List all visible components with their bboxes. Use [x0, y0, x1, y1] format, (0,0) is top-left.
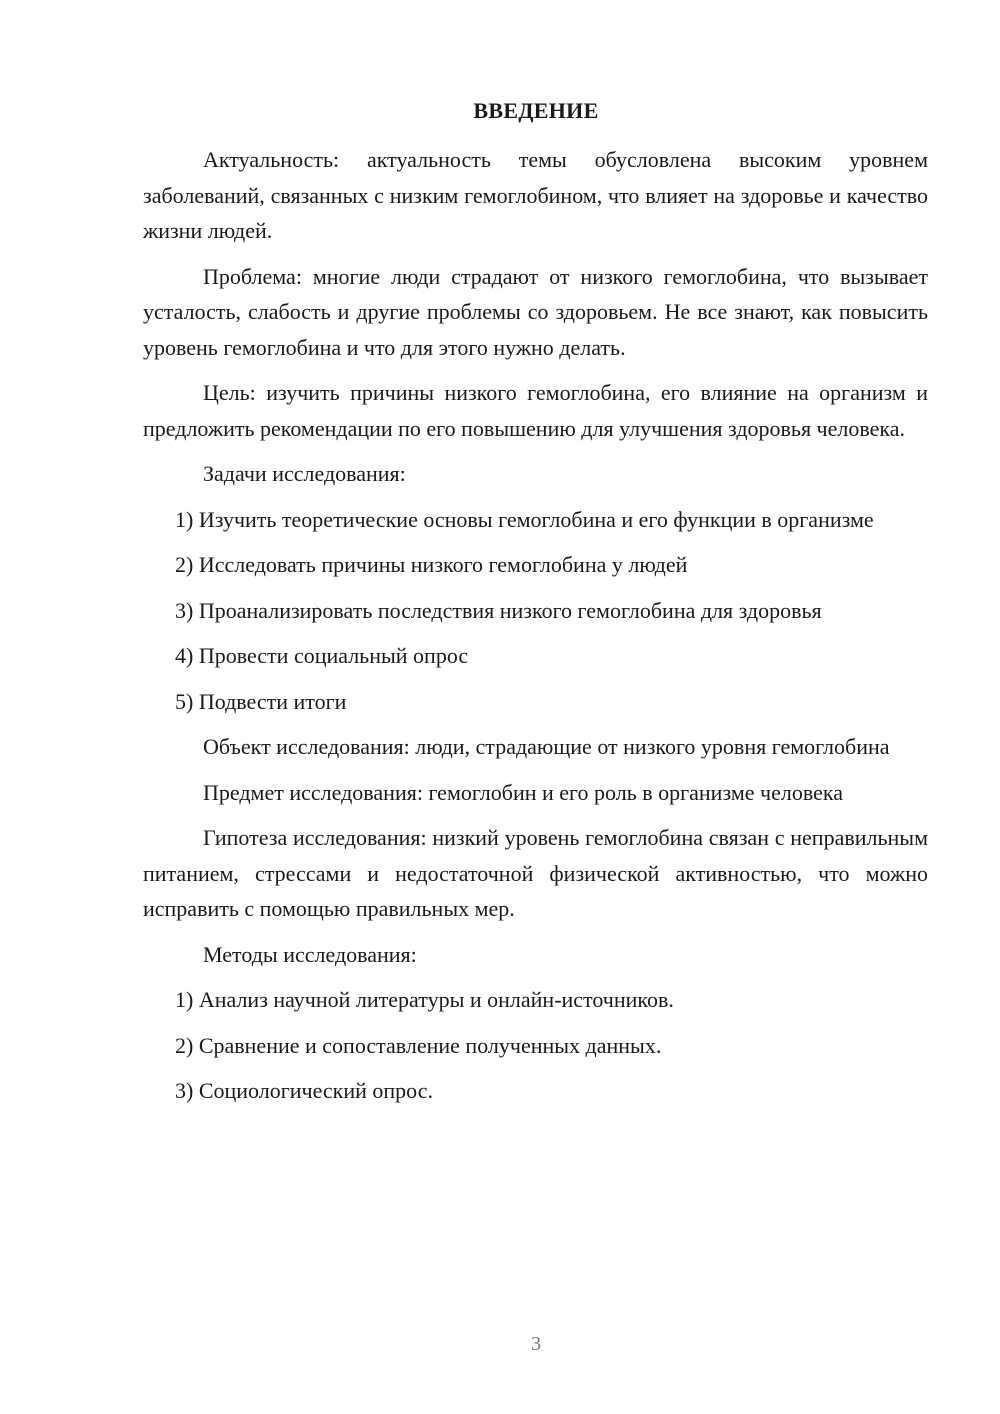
document-body — [143, 142, 928, 1119]
page-number: 3 — [531, 1333, 541, 1355]
list-item: 2) Исследовать причины низкого гемоглобина у людей — [175, 552, 688, 577]
methods-heading: Методы исследования: — [203, 941, 417, 967]
list-item: 3) Проанализировать последствия низкого гемоглобина для здоровья — [175, 597, 822, 623]
methods-list — [143, 982, 928, 1109]
list-item: 2) Сравнение и сопоставление полученных данных. — [175, 1032, 662, 1058]
list-item: 5) Подвести итоги — [175, 688, 347, 714]
goal-paragraph: Цель: изучить причины низкого гемоглобина, его влияние на организм и предложить рекомендации по его повышению для улучшения здоровья человека. — [143, 380, 928, 441]
tasks-heading: Задачи исследования: — [203, 461, 406, 486]
page-title: ВВЕДЕНИЕ — [473, 98, 599, 123]
list-item: 4) Провести социальный опрос — [175, 643, 469, 668]
list-item: 1) Изучить теоретические основы гемоглобина и его функции в организме — [175, 506, 874, 532]
object-paragraph: Объект исследования: люди, страдающие от низкого уровня гемоглобина — [203, 734, 890, 759]
tasks-list — [143, 502, 928, 720]
list-item: 3) Социологический опрос. — [175, 1078, 433, 1103]
hypothesis-paragraph: Гипотеза исследования: низкий уровень гемоглобина связан с неправильным питанием, стрессами и недостаточной физической активностью, что можно исправить с помощью правильных мер. — [143, 825, 928, 921]
problem-paragraph: Проблема: многие люди страдают от низкого гемоглобина, что вызывает усталость, слабость и другие проблемы со здоровьем. Не все знают, как повысить уровень гемоглобина и что для этого нужно делать. — [143, 263, 928, 360]
relevance-paragraph: Актуальность: актуальность темы обусловлена высоким уровнем заболеваний, связанных с низким гемоглобином, что влияет на здоровье и качество жизни людей. — [143, 147, 928, 243]
list-item: 1) Анализ научной литературы и онлайн-источников. — [175, 987, 674, 1012]
subject-paragraph: Предмет исследования: гемоглобин и его роль в организме человека — [203, 779, 843, 805]
